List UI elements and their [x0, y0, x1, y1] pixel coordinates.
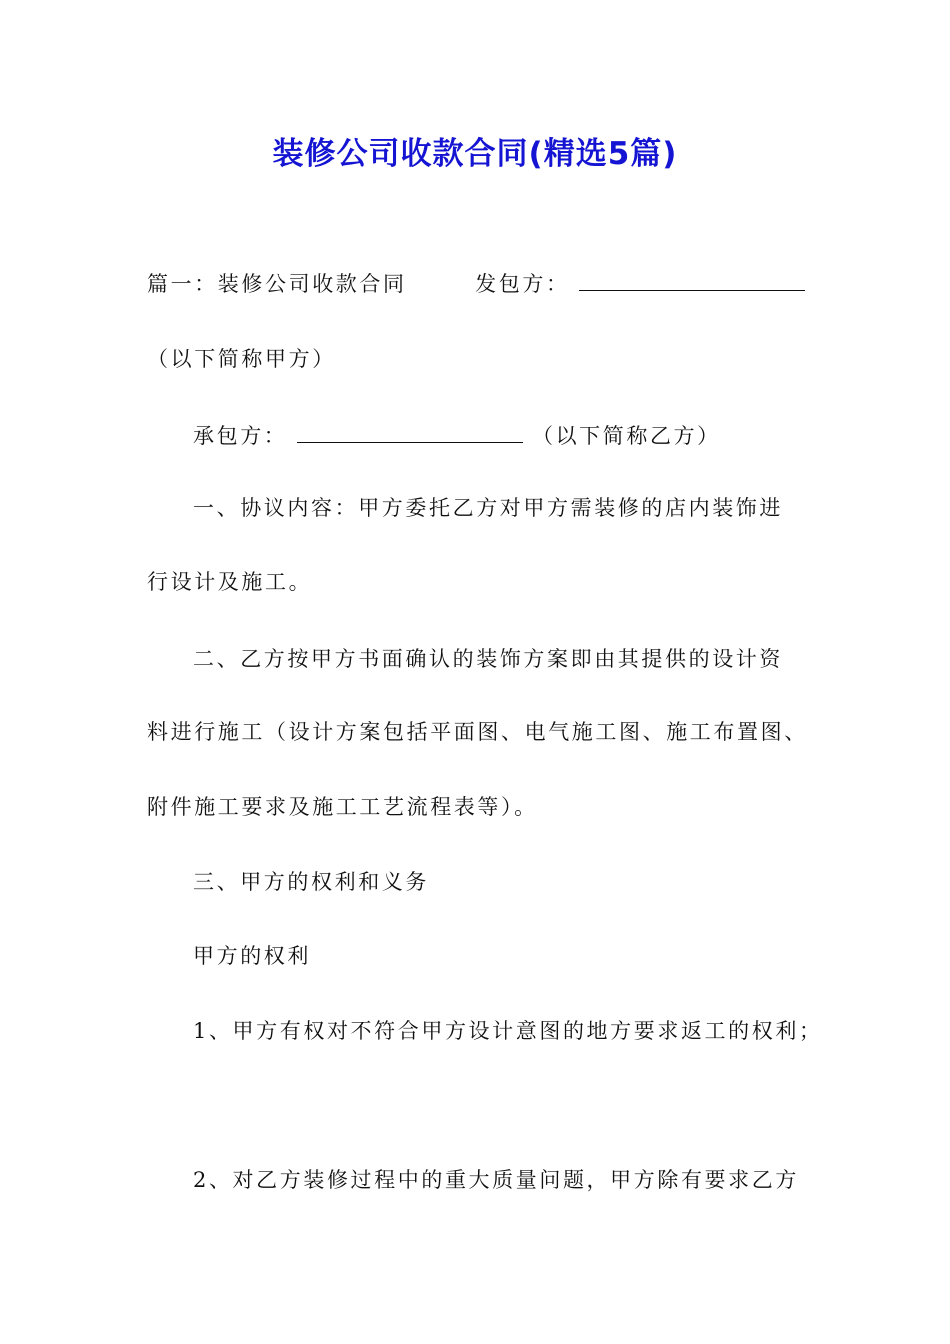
list-item: 2、对乙方装修过程中的重大质量问题，甲方除有要求乙方 [193, 1168, 799, 1192]
employer-note: （以下简称甲方） [147, 347, 336, 371]
section-heading: 篇一：装修公司收款合同 [147, 272, 407, 296]
document-title: 装修公司收款合同(精选5篇) [272, 136, 678, 172]
paragraph-line: 一、协议内容：甲方委托乙方对甲方需装修的店内装饰进 [193, 496, 783, 520]
employer-label: 发包方： [475, 272, 570, 296]
paragraph-line: 行设计及施工。 [147, 570, 313, 594]
paragraph-line: 料进行施工（设计方案包括平面图、电气施工图、施工布置图、 [147, 720, 808, 744]
paragraph-line: 附件施工要求及施工工艺流程表等）。 [147, 795, 538, 819]
employer-blank [579, 270, 805, 291]
subheading-rights: 甲方的权利 [193, 944, 311, 968]
contractor-line [193, 420, 873, 452]
section-heading-rights: 三、甲方的权利和义务 [193, 870, 429, 894]
contractor-blank [297, 422, 523, 443]
paragraph-line: 二、乙方按甲方书面确认的装饰方案即由其提供的设计资 [193, 647, 783, 671]
list-item: 1、甲方有权对不符合甲方设计意图的地方要求返工的权利； [193, 1019, 823, 1043]
contractor-note: （以下简称乙方） [531, 424, 721, 448]
contractor-label: 承包方： [193, 424, 288, 448]
section-heading-line [147, 268, 827, 300]
